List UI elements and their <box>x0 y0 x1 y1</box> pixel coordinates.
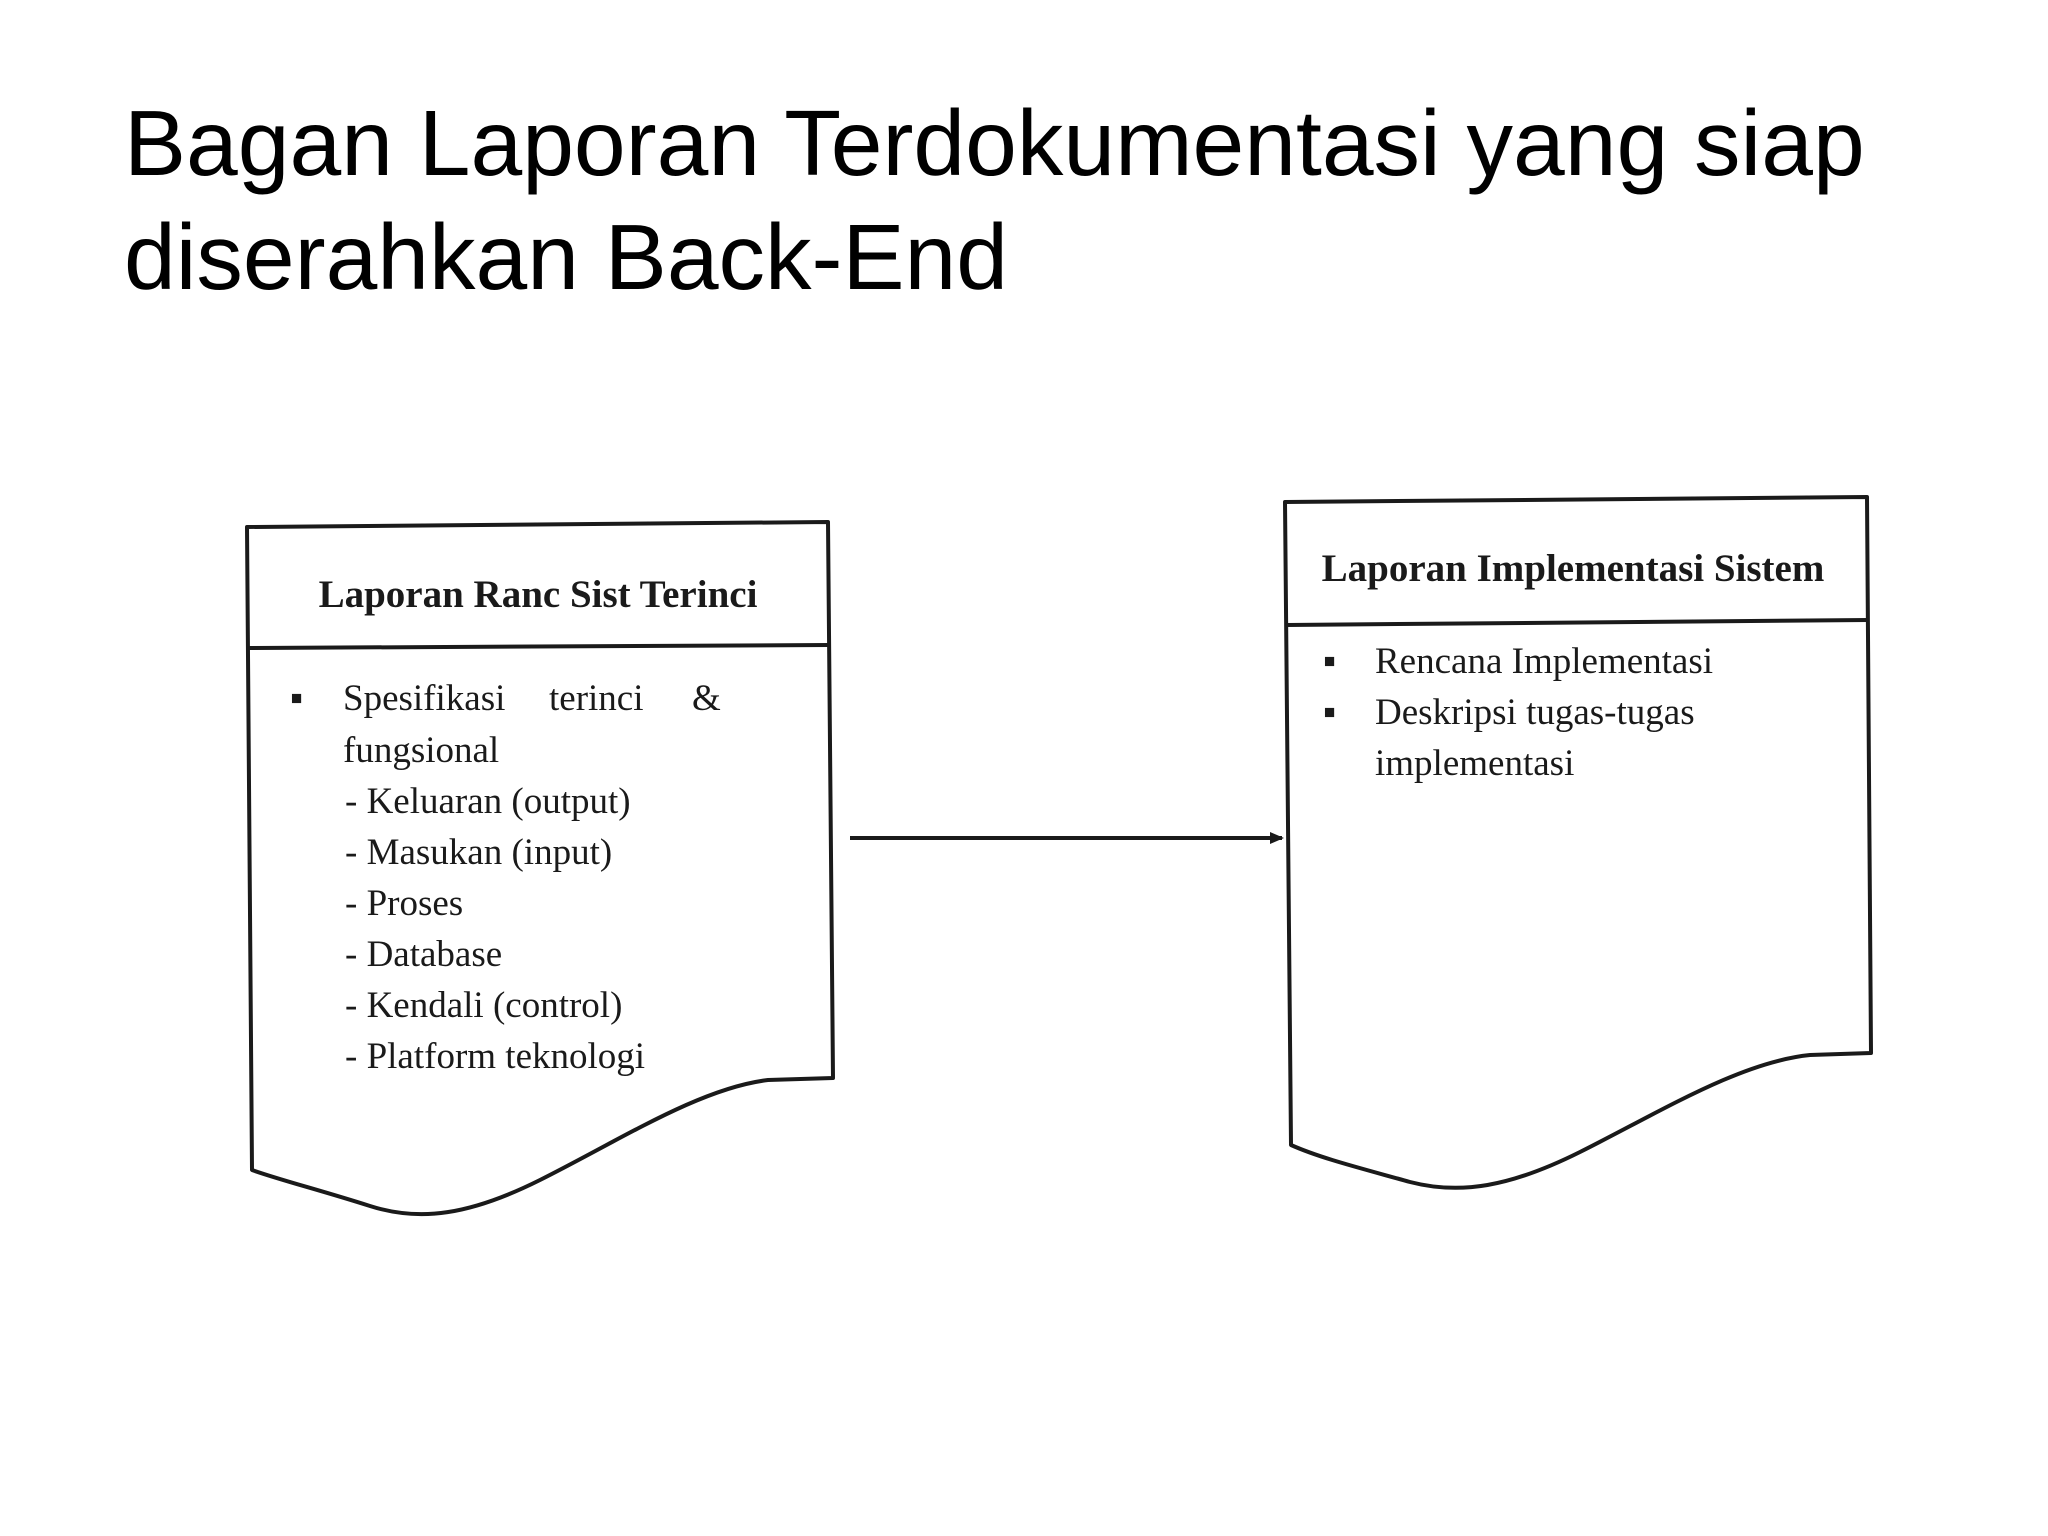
right-bullet-2-line-2: implementasi <box>1375 743 1575 784</box>
right-bullet-symbol: ▪ <box>1323 692 1337 733</box>
left-bullet-line-2: fungsional <box>343 730 500 771</box>
left-sub-item: - Platform teknologi <box>345 1036 646 1077</box>
slide-title-line-1: Bagan Laporan Terdokumentasi yang siap <box>124 91 1865 195</box>
left-sub-item: - Kendali (control) <box>345 985 623 1026</box>
right-document-outline <box>1285 497 1871 1188</box>
left-bullet-word-3: & <box>692 678 721 719</box>
right-bullet-1: Rencana Implementasi <box>1375 641 1714 682</box>
left-bullet-word-1: Spesifikasi <box>343 678 506 719</box>
right-bullet-2-line-1: Deskripsi tugas-tugas <box>1375 692 1695 733</box>
left-sub-item: - Masukan (input) <box>345 832 613 873</box>
left-sub-item: - Database <box>345 934 503 975</box>
left-bullet-symbol: ▪ <box>290 678 304 719</box>
right-document-header: Laporan Implementasi Sistem <box>1321 547 1825 590</box>
left-bullet-word-2: terinci <box>549 678 644 719</box>
left-sub-item: - Keluaran (output) <box>345 781 631 822</box>
left-document-header: Laporan Ranc Sist Terinci <box>318 573 758 616</box>
document-rancangan-sistem-terinci <box>247 522 833 1214</box>
slide-title-line-2: diserahkan Back-End <box>124 205 1008 309</box>
document-implementasi-sistem <box>1285 497 1871 1188</box>
right-bullet-symbol: ▪ <box>1323 641 1337 682</box>
left-sub-item: - Proses <box>345 883 464 924</box>
